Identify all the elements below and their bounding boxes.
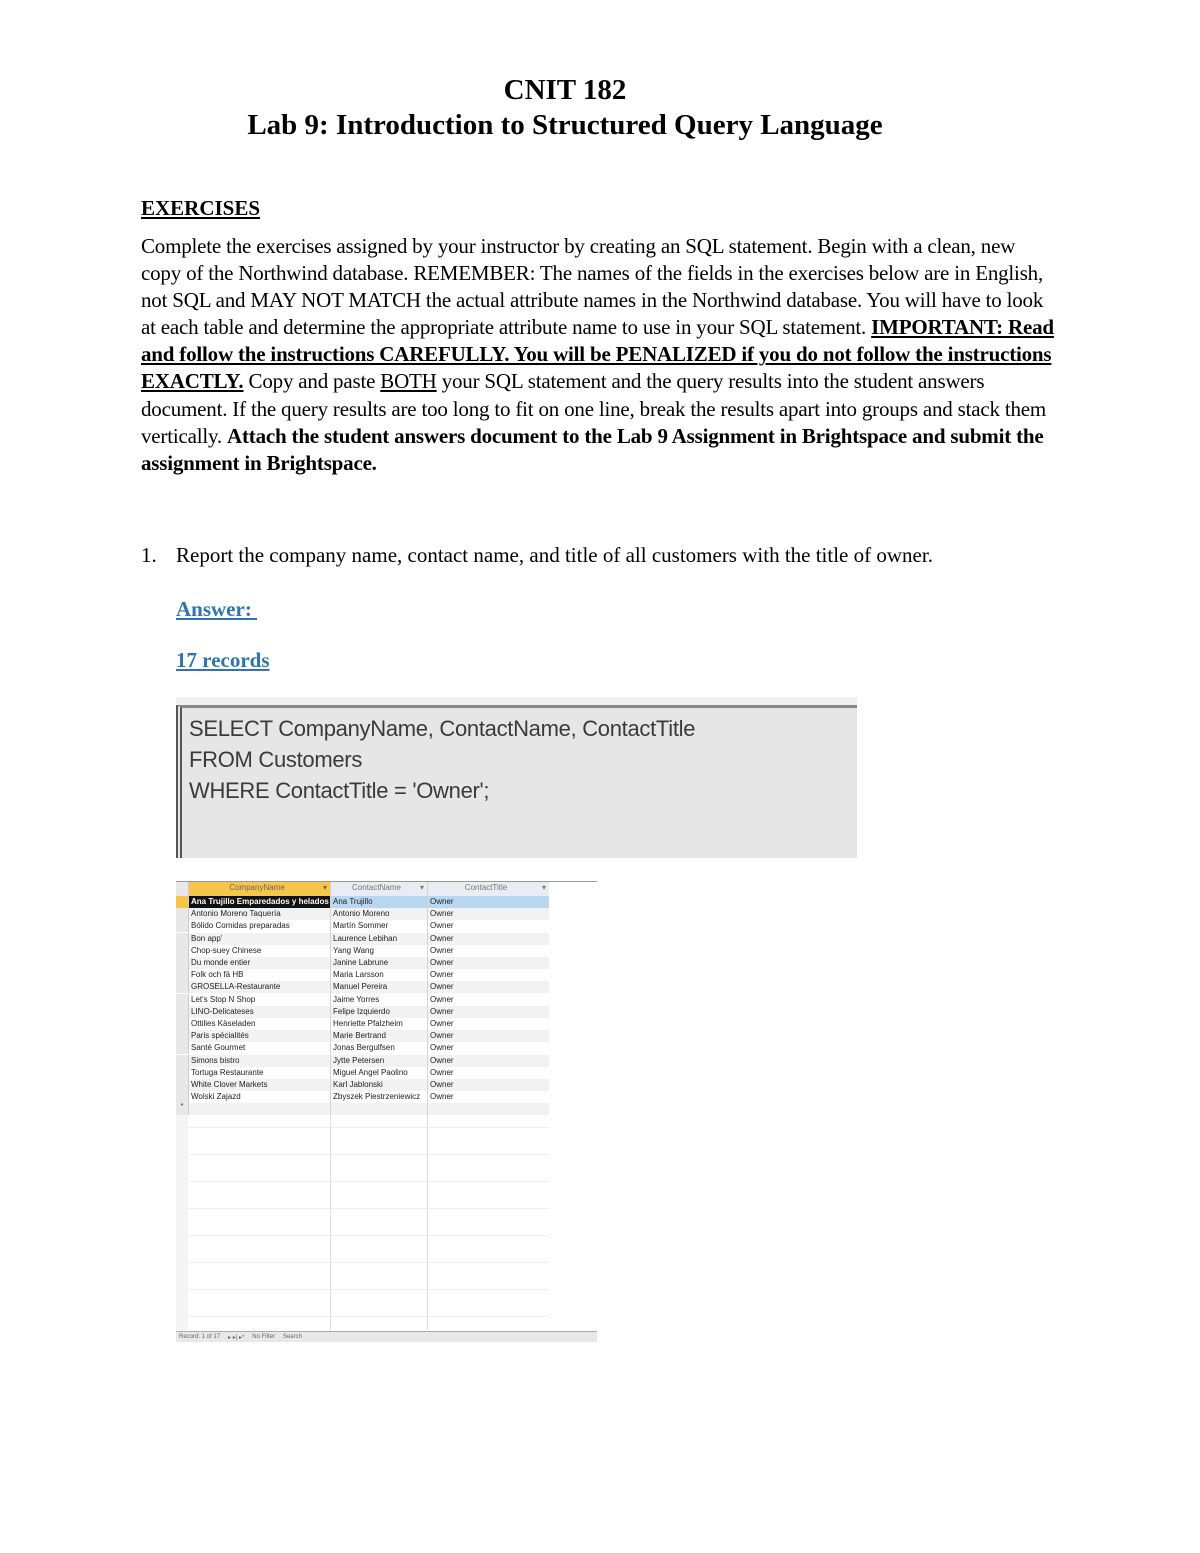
table-cell[interactable]: Simons bistro — [189, 1055, 331, 1067]
sql-screenshot — [176, 697, 857, 858]
sql-line: WHERE ContactTitle = 'Owner'; — [189, 778, 490, 803]
table-cell[interactable]: Manuel Pereira — [331, 981, 428, 993]
record-count: 17 records — [176, 648, 270, 672]
instructions-text: Complete the exercises assigned by your instructor by creating an SQL statement. Begin with a clean, new copy of the Northwind database. REMEMBER: The names of the fields in the exercises below are in English, not SQL and MAY NOT MATCH the actual attribute names in the Northwind database. You will have to look at each table and determine the appropriate attribute name to use in your SQL statement. — [141, 234, 1044, 340]
table-cell[interactable]: Owner — [430, 1019, 454, 1028]
table-row[interactable] — [176, 1079, 549, 1091]
table-cell[interactable]: Wolski Zajazd — [189, 1091, 331, 1103]
table-cell[interactable]: Ana Trujillo Emparedados y helados — [189, 896, 331, 908]
important-notice: IMPORTANT: Read and follow the instructions CAREFULLY. You will be PENALIZED if you do not follow the instructions EXACTLY. — [141, 315, 1054, 394]
table-cell[interactable]: Owner — [430, 945, 454, 955]
table-cell[interactable]: Owner — [430, 1055, 454, 1065]
new-record-icon: * — [176, 1103, 189, 1115]
sql-editor — [176, 705, 857, 858]
dropdown-arrow-icon: ▾ — [419, 883, 424, 892]
header-row — [176, 882, 549, 896]
table-cell[interactable]: Tortuga Restaurante — [189, 1067, 331, 1079]
table-row[interactable] — [176, 994, 549, 1006]
both-emphasis: BOTH — [380, 369, 437, 394]
table-cell[interactable]: Owner — [430, 970, 454, 980]
record-selector[interactable] — [176, 1079, 189, 1091]
record-selector[interactable] — [176, 994, 189, 1006]
grid-line — [188, 1154, 549, 1155]
table-row[interactable] — [176, 908, 549, 920]
table-cell[interactable]: Zbyszek Piestrzeniewicz — [331, 1091, 428, 1103]
grid-line — [188, 1208, 549, 1209]
record-selector[interactable] — [176, 1030, 189, 1042]
table-cell[interactable]: Owner — [428, 896, 549, 908]
table-cell[interactable]: Paris spécialités — [189, 1030, 331, 1042]
table-cell[interactable]: Bon app' — [189, 933, 331, 945]
grid-line — [188, 1316, 549, 1317]
column-header-companyname[interactable]: CompanyName ▾ — [189, 882, 331, 896]
table-cell[interactable]: Owner — [430, 982, 454, 992]
record-selector[interactable] — [176, 896, 189, 908]
table-row[interactable] — [176, 1042, 549, 1054]
table-cell[interactable]: Antonio Moreno — [331, 908, 428, 920]
table-row[interactable] — [176, 1006, 549, 1018]
navigation-bar — [176, 1331, 597, 1342]
results-instructions: your SQL statement and the query results into the student answers document. If the query results are too long to fit on one line, break the results apart into groups and stack them vertically. — [141, 369, 1047, 448]
exercises-heading: EXERCISES — [141, 196, 261, 220]
question-number: 1. — [141, 543, 157, 567]
nav-buttons[interactable]: ▸ ▸| ▸* — [228, 1334, 245, 1341]
instructions-paragraph — [141, 233, 1059, 477]
table-row[interactable] — [176, 1067, 549, 1079]
dropdown-arrow-icon: ▾ — [541, 883, 546, 892]
table-cell[interactable]: Owner — [430, 1067, 454, 1077]
table-cell[interactable]: Ana Trujillo — [331, 896, 428, 908]
grid-line — [188, 1262, 549, 1263]
record-selector-column — [176, 1115, 188, 1330]
table-cell[interactable]: White Clover Markets — [189, 1079, 331, 1091]
table-row[interactable] — [176, 969, 549, 981]
record-selector[interactable] — [176, 1006, 189, 1018]
table-cell[interactable]: Owner — [430, 958, 454, 967]
table-cell[interactable]: Marie Bertrand — [331, 1030, 428, 1042]
table-row[interactable] — [176, 896, 549, 908]
table-row[interactable] — [176, 981, 549, 993]
copy-paste-text: Copy and paste — [243, 369, 381, 394]
dropdown-arrow-icon: ▾ — [322, 883, 327, 892]
record-selector[interactable] — [176, 1055, 189, 1067]
table-row[interactable] — [176, 933, 549, 945]
table-cell[interactable]: Chop-suey Chinese — [189, 945, 331, 957]
table-cell[interactable]: Owner — [430, 933, 454, 943]
table-cell[interactable]: Antonio Moreno Taquería — [189, 908, 331, 920]
grid-line — [188, 1235, 549, 1236]
question-1 — [141, 543, 933, 568]
record-selector[interactable] — [176, 1067, 189, 1079]
table-cell[interactable]: Ottilies Käseladen — [189, 1018, 331, 1030]
table-cell[interactable]: Owner — [430, 909, 454, 919]
grid-line — [188, 1127, 549, 1128]
record-selector[interactable] — [176, 981, 189, 993]
column-header-contactname[interactable]: ContactName ▾ — [331, 882, 428, 896]
record-selector[interactable] — [176, 969, 189, 981]
table-row[interactable] — [176, 1018, 549, 1030]
table-cell[interactable]: Jonas Bergulfsen — [331, 1042, 428, 1054]
table-row[interactable] — [176, 1055, 549, 1067]
table-cell[interactable]: Janine Labrune — [331, 957, 428, 969]
table-cell[interactable]: GROSELLA-Restaurante — [189, 981, 331, 993]
answer-label: Answer: — [176, 597, 258, 621]
record-selector[interactable] — [176, 933, 189, 945]
table-cell[interactable]: Karl Jablonski — [331, 1079, 428, 1091]
table-cell[interactable]: Laurence Lebihan — [331, 933, 428, 945]
table-cell[interactable]: Owner — [430, 1080, 454, 1089]
table-cell[interactable]: Jytte Petersen — [331, 1055, 428, 1067]
table-cell[interactable]: Henriette Pfalzheim — [331, 1018, 428, 1030]
sql-line: FROM Customers — [189, 747, 363, 772]
table-cell[interactable]: Jaime Yorres — [331, 994, 428, 1006]
select-all — [176, 882, 189, 896]
table-row[interactable] — [176, 1091, 549, 1103]
search-box[interactable]: Search — [282, 1334, 302, 1340]
column-header-contacttitle[interactable]: ContactTitle ▾ — [428, 882, 549, 896]
record-selector[interactable] — [176, 1091, 189, 1103]
new-record-row[interactable] — [176, 1103, 549, 1115]
table-cell[interactable]: Yang Wang — [331, 945, 428, 957]
table-row[interactable] — [176, 957, 549, 969]
question-text: Report the company name, contact name, and title of all customers with the title of owner. — [176, 543, 933, 567]
table-cell[interactable]: Felipe Izquierdo — [331, 1006, 428, 1018]
table-cell[interactable]: Folk och fä HB — [189, 969, 331, 981]
record-indicator[interactable]: Record: 1 of 17 — [179, 1334, 221, 1340]
grid-line — [188, 1181, 549, 1182]
query-results-datasheet — [176, 881, 597, 1342]
table-cell[interactable]: Let's Stop N Shop — [189, 994, 331, 1006]
table-row[interactable] — [176, 920, 549, 932]
record-selector[interactable] — [176, 945, 189, 957]
table-cell[interactable]: LINO-Delicateses — [189, 1006, 331, 1018]
table-cell[interactable]: Owner — [430, 994, 454, 1004]
table-row[interactable] — [176, 1030, 549, 1042]
table-cell[interactable]: Bólido Comidas preparadas — [189, 920, 331, 932]
table-cell[interactable]: Owner — [430, 921, 454, 931]
table-row[interactable] — [176, 945, 549, 957]
table-cell[interactable]: Owner — [430, 1092, 454, 1102]
submission-instructions: Attach the student answers document to the Lab 9 Assignment in Brightspace and submit the assignment in Brightspace. — [141, 423, 1044, 475]
sql-line: SELECT CompanyName, ContactName, ContactTitle — [189, 716, 696, 741]
filter-indicator[interactable]: No Filter — [252, 1334, 275, 1340]
table-cell[interactable]: Owner — [430, 1043, 454, 1053]
table-cell[interactable]: Owner — [430, 1031, 454, 1041]
lab-title: Lab 9: Introduction to Structured Query Language — [247, 109, 883, 141]
record-selector[interactable] — [176, 920, 189, 932]
record-selector[interactable] — [176, 908, 189, 920]
course-title: CNIT 182 — [503, 74, 627, 106]
table-cell[interactable]: Maria Larsson — [331, 969, 428, 981]
record-selector[interactable] — [176, 1018, 189, 1030]
record-selector[interactable] — [176, 957, 189, 969]
table-cell[interactable]: Santé Gourmet — [189, 1042, 331, 1054]
table-cell[interactable]: Owner — [430, 1006, 454, 1016]
table-cell[interactable]: Du monde entier — [189, 957, 331, 969]
table-cell[interactable]: Martín Sommer — [331, 920, 428, 932]
grid-line — [188, 1289, 549, 1290]
record-selector[interactable] — [176, 1042, 189, 1054]
table-cell[interactable]: Miguel Angel Paolino — [331, 1067, 428, 1079]
